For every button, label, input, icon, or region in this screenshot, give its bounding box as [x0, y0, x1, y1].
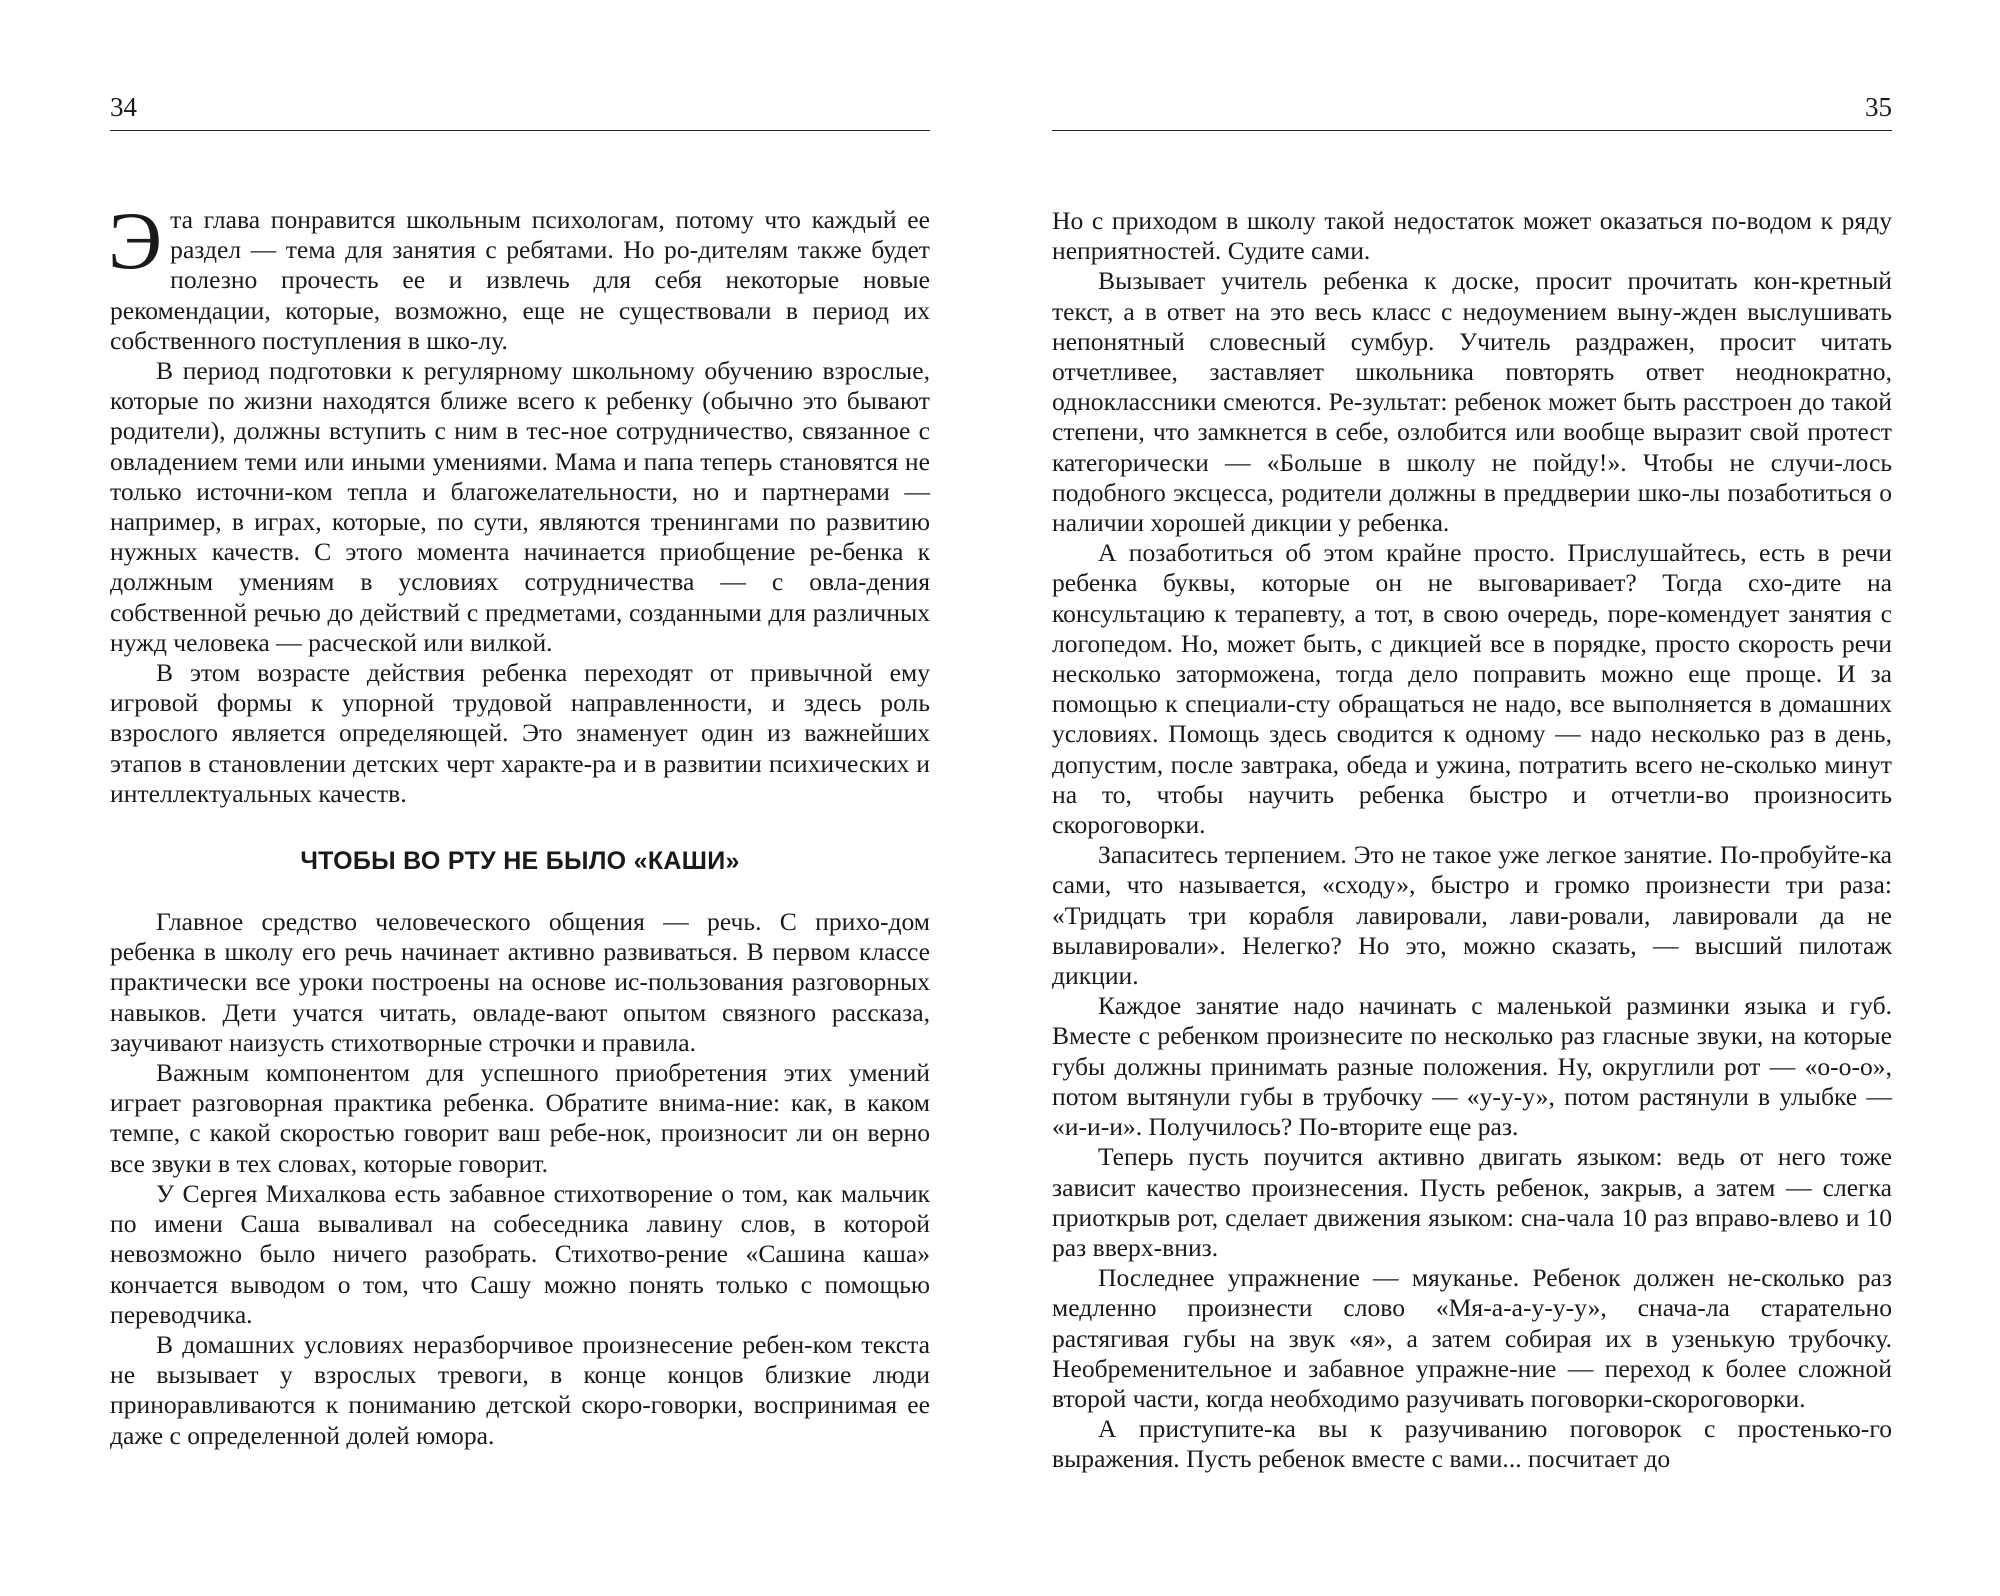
- paragraph: Важным компонентом для успешного приобретения этих умений играет разговорная практика ребенка. Обратите внима-ние: как, в каком темпе, с какой скоростью говорит ваш ребе-нок, произносит ли он верно все звуки в тех словах, которые говорит.: [110, 1058, 930, 1178]
- opening-paragraph: [108, 195, 930, 356]
- paragraph: В этом возрасте действия ребенка переходят от привычной ему игровой формы к упорной трудовой направленности, и здесь роль взрослого является определяющей. Это знаменует один из важнейших этапов в становлении детских черт характе-ра и в развитии психических и интеллектуальных качеств.: [110, 658, 930, 808]
- paragraph: А позаботиться об этом крайне просто. Прислушайтесь, есть в речи ребенка буквы, которые он не выговаривает? Тогда схо-дите на консультацию к терапевту, а тот, в свою очередь, поре-комендует занятия с логопедом. Но, может быть, с дикцией все в порядке, просто скорость речи несколько заторможена, тогда дело поправить можно еще проще. И за помощью к специали-сту обращаться не надо, все выполняется в домашних условиях. Помощь здесь сводится к одному — надо несколько раз в день, допустим, после завтрака, обеда и ужина, потратить всего не-сколько минут на то, чтобы научить ребенка быстро и отчетли-во произносить скороговорки.: [1052, 538, 1892, 840]
- right-page: [1000, 0, 2000, 1596]
- paragraph: У Сергея Михалкова есть забавное стихотворение о том, как мальчик по имени Саша вываливал на собеседника лавину слов, в которой невозможно было ничего разобрать. Стихотво-рение «Сашина каша» кончается выводом о том, что Сашу можно понять только с помощью переводчика.: [110, 1178, 930, 1329]
- header-rule-right: [1052, 130, 1892, 131]
- paragraph: Вызывает учитель ребенка к доске, просит прочитать кон-кретный текст, а в ответ на это весь класс с недоумением выну-жден выслушивать непонятный словесный сумбур. Учитель раздражен, просит читать отчетливее, заставляет школьника повторять ответ неоднократно, одноклассники смеются. Ре-зультат: ребенок может быть расстроен до такой степени, что замкнется в себе, озлобится или вообще выразит свой протест категорически — «Больше в школу не пойду!». Чтобы не случи-лось подобного эксцесса, родители должны в преддверии шко-лы позаботиться о наличии хорошей дикции у ребенка.: [1052, 266, 1892, 538]
- page-number-right: 35: [1865, 92, 1892, 122]
- paragraph: Запаситесь терпением. Это не такое уже легкое занятие. По-пробуйте-ка сами, что называется, «сходу», быстро и громко произнести три раза: «Тридцать три корабля лавировали, лави-ровали, лавировали да не вылавировали». Нелегко? Но это, можно сказать, — высший пилотаж дикции.: [1052, 840, 1892, 991]
- section-heading: ЧТОБЫ ВО РТУ НЕ БЫЛО «КАШИ»: [300, 847, 740, 876]
- page-number-left: 34: [110, 92, 137, 122]
- paragraph: Последнее упражнение — мяуканье. Ребенок должен не-сколько раз медленно произнести слово «Мя-а-а-у-у-у», снача-ла старательно растягивая губы на звук «я», а затем собирая их в узенькую трубочку. Необременительное и забавное упражне-ние — переход к более сложной второй части, когда необходимо разучивать поговорки-скороговорки.: [1052, 1263, 1892, 1413]
- paragraph: А приступите-ка вы к разучиванию поговорок с простенько-го выражения. Пусть ребенок вместе с вами... посчитает до: [1052, 1414, 1892, 1474]
- header-rule-left: [110, 130, 930, 131]
- paragraph: Каждое занятие надо начинать с маленькой разминки языка и губ. Вместе с ребенком произнесите по несколько раз гласные звуки, на которые губы должны принимать разные положения. Ну, округлили рот — «о-о-о», потом вытянули губы в трубочку — «у-у-у», потом растянули в улыбке — «и-и-и». Получилось? По-вторите еще раз.: [1052, 991, 1892, 1142]
- opening-paragraph-text: та глава понравится школьным психологам, потому что каждый ее раздел — тема для занятия с ребятами. Но ро-дителям также будет полезно прочесть ее и извлечь для себя некоторые новые рекомендации, которые, возможно, еще не существовали в период их собственного поступления в шко-лу.: [110, 205, 930, 355]
- paragraph: Но с приходом в школу такой недостаток может оказаться по-водом к ряду неприятностей. Судите сами.: [1052, 206, 1892, 266]
- paragraph: В домашних условиях неразборчивое произнесение ребен-ком текста не вызывает у взрослых тревоги, в конце концов близкие люди приноравливаются к пониманию детской скоро-говорки, воспринимая ее даже с определенной долей юмора.: [110, 1329, 930, 1450]
- paragraph: Главное средство человеческого общения — речь. С прихо-дом ребенка в школу его речь начинает активно развиваться. В первом классе практически все уроки построены на основе ис-пользования разговорных навыков. Дети учатся читать, овладе-вают опытом связного рассказа, заучивают наизусть стихотворные строчки и правила.: [110, 907, 930, 1057]
- paragraph: Теперь пусть поучится активно двигать языком: ведь от него тоже зависит качество произнесения. Пусть ребенок, закрыв, а затем — слегка приоткрыв рот, сделает движения языком: сна-чала 10 раз вправо-влево и 10 раз вверх-вниз.: [1052, 1142, 1892, 1262]
- drop-cap-letter: Э: [108, 195, 163, 286]
- paragraph: В период подготовки к регулярному школьному обучению взрослые, которые по жизни находятся ближе всего к ребенку (обычно это бывают родители), должны вступить с ним в тес-ное сотрудничество, связанное с овладением теми или иными умениями. Мама и папа теперь становятся не только источни-ком тепла и благожелательности, но и партнерами — например, в играх, которые, по сути, являются тренингами по развитию нужных качеств. С этого момента начинается приобщение ре-бенка к должным умениям в условиях сотрудничества — с овла-дения собственной речью до действий с предметами, созданными для различных нужд человека — расческой или вилкой.: [110, 356, 930, 657]
- left-page-body: [108, 195, 930, 1451]
- right-page-body: [1052, 206, 1892, 1475]
